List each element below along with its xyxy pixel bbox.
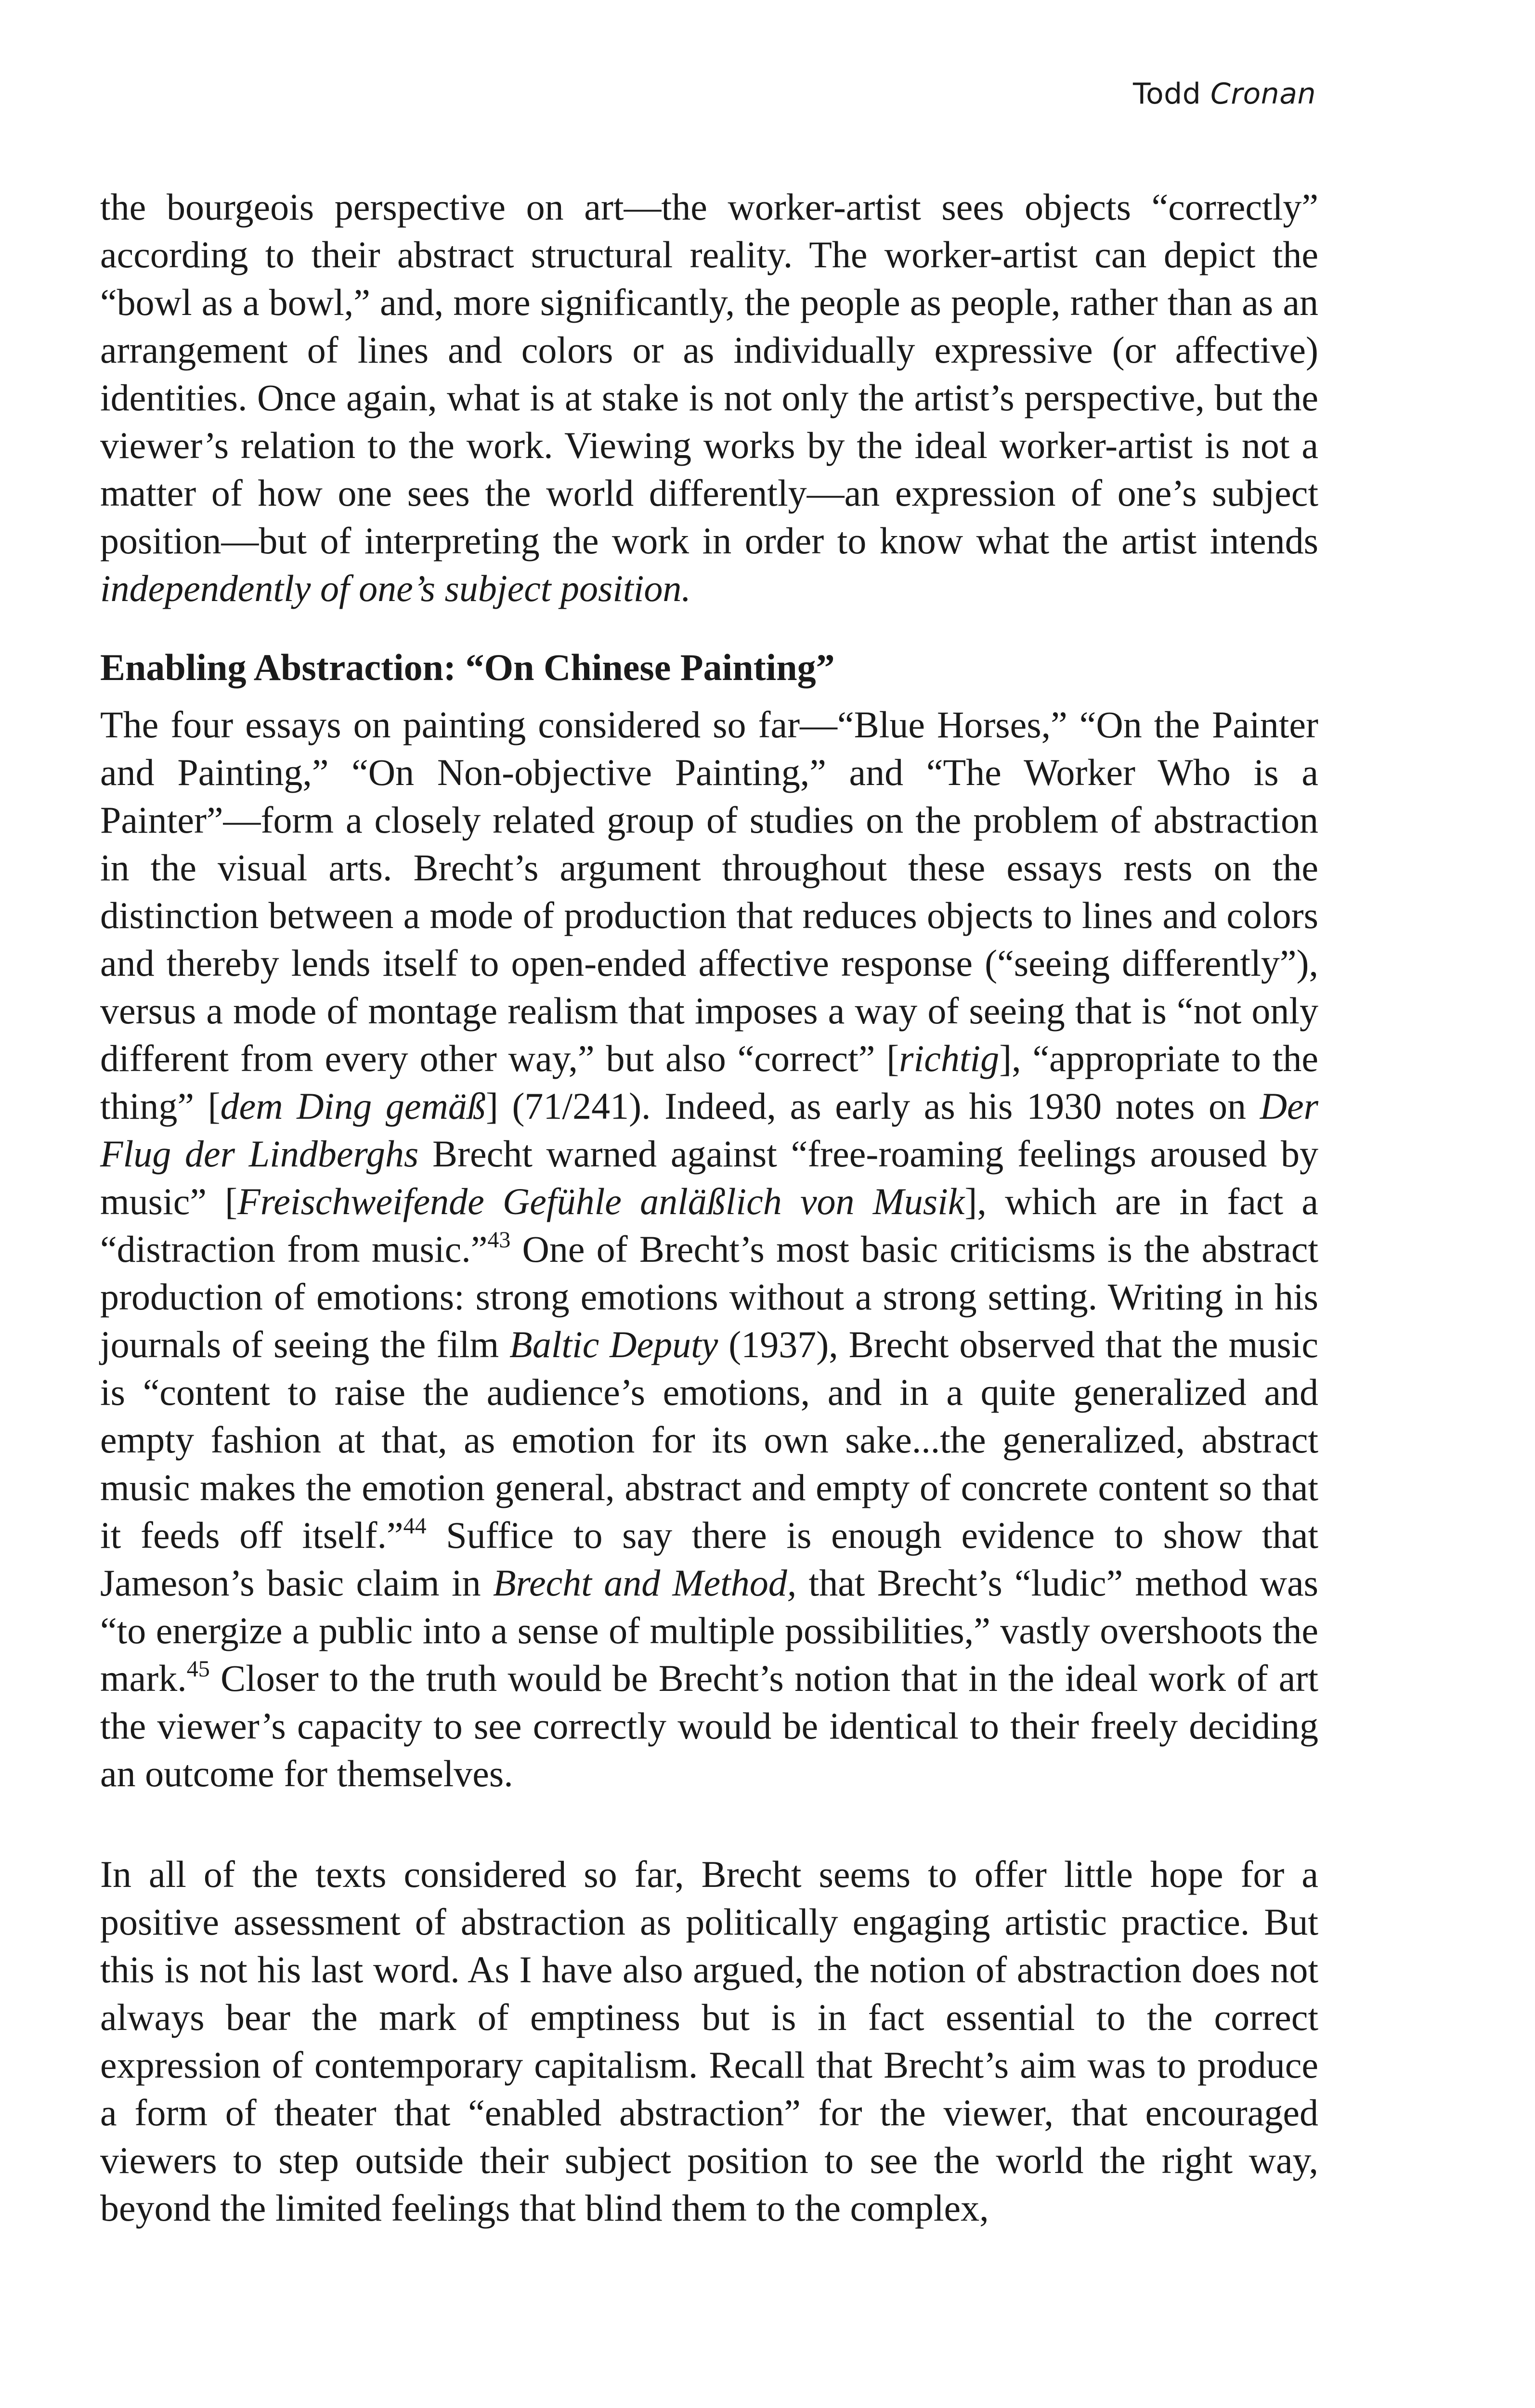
footnote-ref-44: 44 (403, 1513, 427, 1539)
italic-title: Baltic Deputy (509, 1323, 718, 1365)
paragraph-1-text: the bourgeois perspective on art—the worker-artist sees objects “correctly” according to their abstract structural reality. The worker-artist can depict the “bowl as a bowl,” and, more significantly, the people as people, rather than as an arrangement of lines and colors or as individually expressive (or affective) identities. Once again, what is at stake is not only the artist’s perspective, but the viewer’s relation to the work. Viewing works by the ideal worker-artist is not a matter of how one sees the world differently—an expression of one’s subject position—but of interpreting the work in order to know what the artist intends (100, 186, 1318, 562)
paragraph-3: In all of the texts considered so far, Brecht seems to offer little hope for a positive assessment of abstraction as politically engaging artistic practice. But this is not his last word. As I have also argued, the notion of abstraction does not always bear the mark of emptiness but is in fact essential to the correct expression of contemporary capitalism. Recall that Brecht’s aim was to produce a form of theater that “enabled abstraction” for the viewer, that encouraged viewers to step outside their subject position to see the world the right way, beyond the limited feelings that blind them to the complex, (100, 1853, 1318, 2229)
paragraph-2-part: Brecht warned against “free-roaming feelings aroused by music” [ (100, 1133, 1318, 1222)
italic-title: Brecht and Method, (493, 1562, 797, 1604)
paragraph-2-part: ] (71/241). Indeed, as early as his 1930 notes on (485, 1085, 1260, 1127)
italic-term: richtig (899, 1037, 1000, 1079)
page-body (100, 183, 1318, 2232)
author-last-name: Cronan (1210, 77, 1316, 111)
footnote-ref-45: 45 (186, 1656, 210, 1682)
italic-term: Freischweifende Gefühle anläßlich von Musik (237, 1180, 965, 1222)
paragraph-2-part: Closer to the truth would be Brecht’s notion that in the ideal work of art the viewer’s capacity to see correctly would be identical to their freely deciding an outcome for themselves. (100, 1657, 1318, 1794)
italic-term: dem Ding gemäß (220, 1085, 486, 1127)
section-heading: Enabling Abstraction: “On Chinese Painting” (100, 646, 835, 688)
paragraph-2-part: One of Brecht’s most basic criticisms is the abstract production of emotions: strong emotions without a strong setting. Writing in his journals of seeing the film (100, 1228, 1319, 1365)
paragraph-2-part: that Brecht’s “ludic” method was “to energize a public into a sense of multiple possibilities,” vastly overshoots the mark. (100, 1562, 1318, 1699)
author-first-name: Todd (1132, 77, 1201, 111)
paragraph-1 (100, 183, 1318, 612)
paragraph-1-emphasis: independently of one’s subject position. (100, 567, 691, 609)
running-head (1133, 77, 1316, 111)
paragraph-2-part: Suffice to say there is enough evidence to show that Jameson’s basic claim in (100, 1514, 1318, 1604)
paragraph-2-part: ], which are in fact a “distraction from music.” (100, 1180, 1318, 1270)
paragraph-2-part: The four essays on painting considered so far—“Blue Horses,” “On the Painter and Painting,” “On Non-objective Painting,” and “The Worker Who is a Painter”—form a closely related group of studies on the problem of abstraction in the visual arts. Brecht’s argument throughout these essays rests on the distinction between a mode of production that reduces objects to lines and colors and thereby lends itself to open-ended affective response (“seeing differently”), versus a mode of montage realism that imposes a way of seeing that is “not only different from every other way,” but also “correct” [ (100, 704, 1318, 1079)
italic-title: Der Flug der Lindberghs (100, 1085, 1318, 1175)
paragraph-2-part: ], “appropriate to the thing” [ (100, 1037, 1318, 1127)
footnote-ref-43: 43 (487, 1227, 511, 1253)
paragraph-2-part: (1937), Brecht observed that the music is “content to raise the audience’s emotions, and in a quite generalized and empty fashion at that, as emotion for its own sake...the generalized, abstract music makes the emotion general, abstract and empty of concrete content so that it feeds off itself.” (100, 1323, 1318, 1556)
paragraph-2 (100, 701, 1318, 1797)
